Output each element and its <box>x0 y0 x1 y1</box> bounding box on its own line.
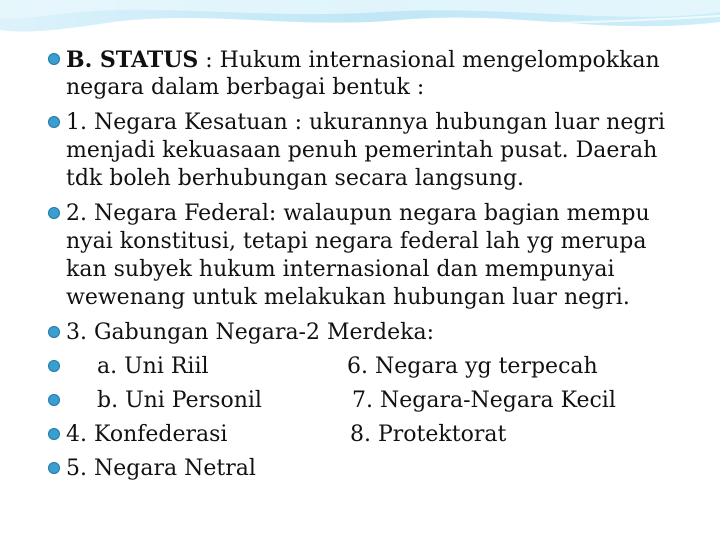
circle-bullet-icon <box>47 325 61 339</box>
item-2-line-1: 1. Negara Kesatuan : ukurannya hubungan luar negri <box>66 110 665 135</box>
circle-bullet-icon <box>47 393 61 407</box>
item-3-line-4: wewenang untuk melakukan hubungan luar negri. <box>66 285 630 310</box>
item-3-line-3: kan subyek hukum internasional dan mempunyai <box>66 257 615 282</box>
circle-bullet-icon <box>47 359 61 373</box>
status-heading: B. STATUS <box>66 47 199 73</box>
item-4-line-1: 3. Gabungan Negara-2 Merdeka: <box>66 320 435 345</box>
item-3-line-1: 2. Negara Federal: walaupun negara bagian mempu <box>66 201 650 226</box>
item-1-line-2: negara dalam berbagai bentuk : <box>66 75 425 100</box>
circle-bullet-icon <box>47 461 61 475</box>
item-2-line-3: tdk boleh berhubungan secara langsung. <box>66 166 525 191</box>
item-6-left: b. Uni Personil <box>97 388 262 413</box>
item-7-right: 8. Protektorat <box>350 422 507 447</box>
item-8-line-1: 5. Negara Netral <box>66 456 256 481</box>
item-5-right: 6. Negara yg terpecah <box>347 354 598 379</box>
item-2-line-2: menjadi kekuasaan penuh pemerintah pusat. Daerah <box>66 138 658 163</box>
circle-bullet-icon <box>47 427 61 441</box>
item-7-left: 4. Konfederasi <box>66 422 228 447</box>
item-1-line-1 <box>66 48 660 73</box>
circle-bullet-icon <box>47 206 61 220</box>
item-3-line-2: nyai konstitusi, tetapi negara federal lah yg merupa <box>66 229 647 254</box>
item-5-left: a. Uni Riil <box>97 354 209 379</box>
circle-bullet-icon <box>47 52 61 66</box>
item-6-right: 7. Negara-Negara Kecil <box>352 388 616 413</box>
item-1-text: : Hukum internasional mengelompokkan <box>198 48 660 73</box>
circle-bullet-icon <box>47 115 61 129</box>
